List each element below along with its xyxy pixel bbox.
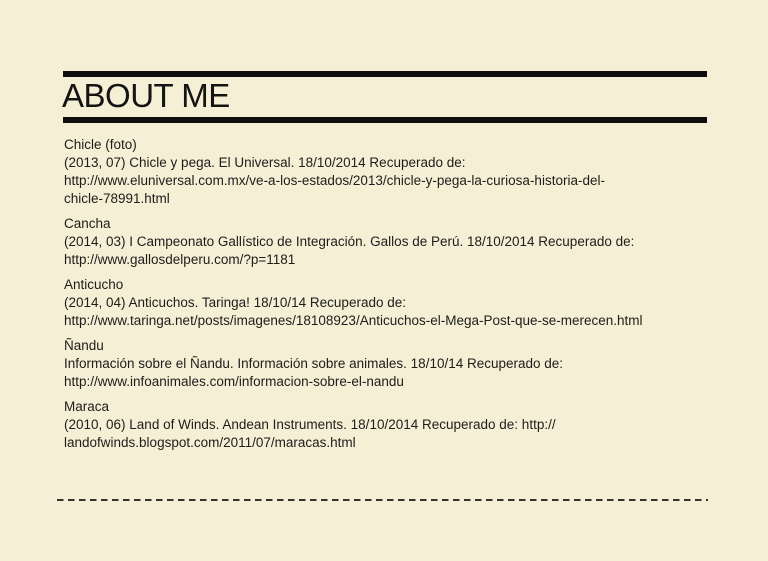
reference-url-line: http://www.eluniversal.com.mx/ve-a-los-estados/2013/chicle-y-pega-la-curiosa-historia-del- xyxy=(64,173,605,188)
reference-entry-anticucho xyxy=(64,276,724,330)
reference-term: Anticucho xyxy=(64,277,124,292)
reference-url-line: http://www.taringa.net/posts/imagenes/18108923/Anticuchos-el-Mega-Post-que-se-merecen.html xyxy=(64,313,643,328)
references-list xyxy=(64,136,724,459)
reference-citation-line: (2014, 04) Anticuchos. Taringa! 18/10/14 Recuperado de: xyxy=(64,295,406,310)
reference-url-line: landofwinds.blogspot.com/2011/07/maracas.html xyxy=(64,435,356,450)
reference-term: Ñandu xyxy=(64,338,104,353)
title-bottom-rule xyxy=(63,117,707,123)
reference-entry-maraca xyxy=(64,398,724,452)
reference-citation-line: (2013, 07) Chicle y pega. El Universal. 18/10/2014 Recuperado de: xyxy=(64,155,466,170)
reference-term: Chicle (foto) xyxy=(64,137,137,152)
reference-term: Cancha xyxy=(64,216,111,231)
reference-term: Maraca xyxy=(64,399,110,414)
reference-url-line: chicle-78991.html xyxy=(64,191,170,206)
reference-citation-line: Información sobre el Ñandu. Información sobre animales. 18/10/14 Recuperado de: xyxy=(64,356,564,371)
dashed-divider xyxy=(57,499,708,501)
reference-entry-cancha xyxy=(64,215,724,269)
reference-url-line: http://www.gallosdelperu.com/?p=1181 xyxy=(64,252,296,267)
reference-citation-line: (2010, 06) Land of Winds. Andean Instruments. 18/10/2014 Recuperado de: http:// xyxy=(64,417,556,432)
reference-entry-nandu xyxy=(64,337,724,391)
reference-url-line: http://www.infoanimales.com/informacion-sobre-el-nandu xyxy=(64,374,404,389)
reference-entry-chicle xyxy=(64,136,724,208)
page-title: ABOUT ME xyxy=(62,77,230,114)
reference-citation-line: (2014, 03) I Campeonato Gallístico de Integración. Gallos de Perú. 18/10/2014 Recuperado de: xyxy=(64,234,635,249)
